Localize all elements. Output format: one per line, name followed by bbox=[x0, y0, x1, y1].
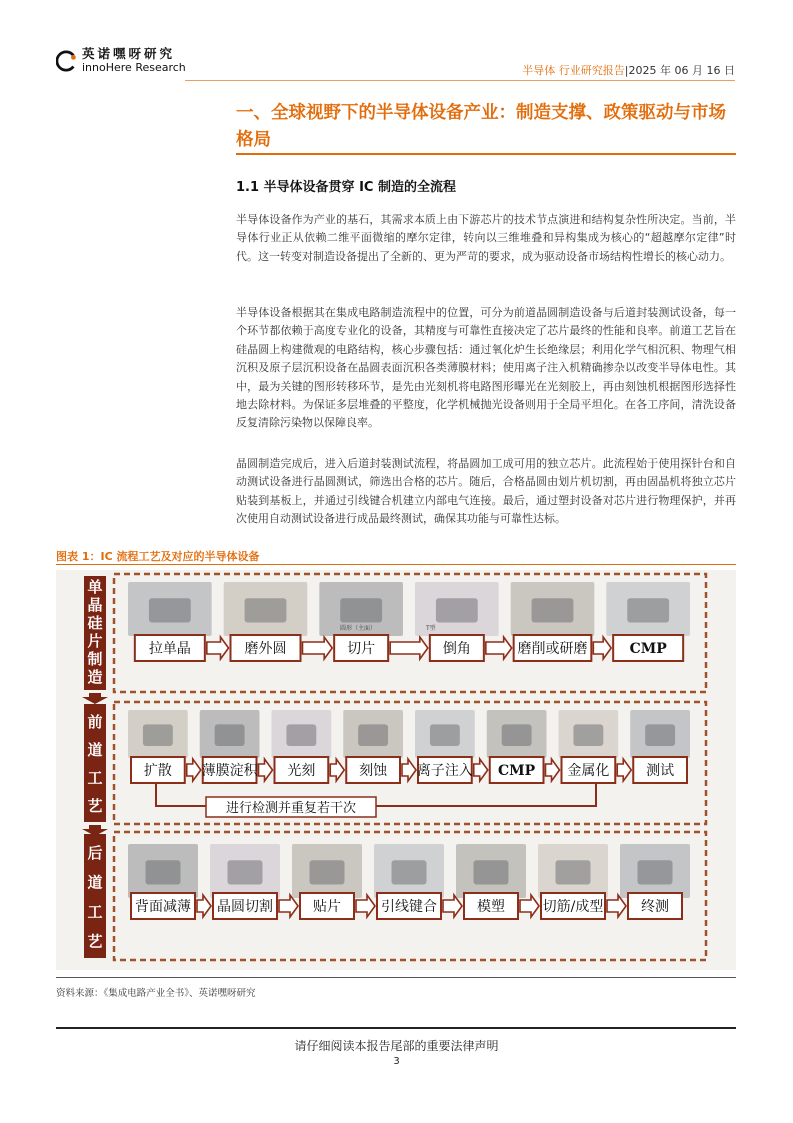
profile-tag: T型 bbox=[426, 625, 436, 632]
figure-title-rule bbox=[56, 564, 736, 565]
step-label: 倒角 bbox=[442, 641, 471, 657]
row-label-char: 工 bbox=[87, 903, 103, 922]
footer-rule bbox=[56, 1027, 736, 1029]
source-rule bbox=[56, 977, 736, 978]
step-label: 晶圆切割 bbox=[217, 899, 273, 915]
step-label: 测试 bbox=[646, 763, 675, 779]
step-label: CMP bbox=[498, 763, 536, 779]
step-label: 光刻 bbox=[287, 763, 316, 779]
row-label-char: 前 bbox=[87, 713, 103, 732]
equipment-image-detail bbox=[556, 860, 591, 884]
legal-disclaimer: 请仔细阅读本报告尾部的重要法律声明 bbox=[294, 1039, 499, 1053]
logo-text-en: innoHere Research bbox=[82, 61, 186, 74]
paragraph-3: 晶圆制造完成后，进入后道封装测试流程，将晶圆加工成可用的独立芯片。此流程始于使用探针台和自动测试设备进行晶圆测试，筛选出合格的芯片。随后，合格晶圆由划片机切割，再由固晶机将独立芯片贴装到基板上，并通过引线键合机建立内部电气连接。最后，通过塑封设备对芯片进行物理保护，并再次使用自动测试设备进行成品最终测试，确保其功能与可靠性达标。 bbox=[236, 457, 736, 526]
paragraph-1: 半导体设备作为产业的基石，其需求本质上由下游芯片的技术节点演进和结构复杂性所决定。当前，半导体行业正从依赖二维平面微缩的摩尔定律，转向以三维堆叠和异构集成为核心的“超越摩尔定律”时代。这一转变对制造设备提出了全新的、更为严苛的要求，成为驱动设备市场结构性增长的核心动力。 bbox=[236, 213, 736, 263]
subsection-title: 1.1 半导体设备贯穿 IC 制造的全流程 bbox=[236, 180, 456, 195]
row-label-char: 后 bbox=[87, 844, 103, 863]
process-flow-diagram bbox=[56, 570, 736, 970]
equipment-image-detail bbox=[286, 724, 316, 746]
company-logo bbox=[56, 47, 186, 74]
section-title: 一、全球视野下的半导体设备产业：制造支撑、政策驱动与市场格局 bbox=[236, 103, 726, 150]
row-label-char: 晶 bbox=[87, 596, 103, 615]
equipment-image-detail bbox=[502, 724, 532, 746]
equipment-image-detail bbox=[143, 724, 173, 746]
equipment-image-detail bbox=[474, 860, 509, 884]
step-label: 刻蚀 bbox=[359, 763, 388, 779]
equipment-image-detail bbox=[310, 860, 345, 884]
step-label: 切筋/成型 bbox=[542, 899, 604, 915]
logo-text-cn: 英诺嘿呀研究 bbox=[82, 46, 176, 61]
step-label: 磨外圆 bbox=[244, 641, 287, 657]
step-label: 贴片 bbox=[313, 899, 341, 915]
figure-title: 图表 1：IC 流程工艺及对应的半导体设备 bbox=[56, 550, 260, 563]
equipment-image-detail bbox=[436, 598, 478, 622]
equipment-image-detail bbox=[358, 724, 388, 746]
row-label-char: 道 bbox=[87, 741, 103, 760]
process-flow-figure bbox=[56, 570, 736, 970]
step-label: 金属化 bbox=[567, 763, 610, 779]
report-date: 2025 年 06 月 16 日 bbox=[628, 64, 735, 77]
row-label-char: 艺 bbox=[87, 932, 103, 951]
step-label: 引线键合 bbox=[381, 899, 437, 915]
step-label: 离子注入 bbox=[416, 763, 473, 779]
row-label-char: 工 bbox=[87, 769, 103, 788]
equipment-image-detail bbox=[573, 724, 603, 746]
report-type: 半导体 行业研究报告 bbox=[522, 64, 625, 77]
row-label-char: 道 bbox=[87, 873, 103, 892]
section-title-rule bbox=[236, 153, 736, 155]
equipment-image-detail bbox=[228, 860, 263, 884]
equipment-image-detail bbox=[627, 598, 669, 622]
figure-source: 资料来源：《集成电路产业全书》、英诺嘿呀研究 bbox=[56, 988, 256, 999]
paragraph-2: 半导体设备根据其在集成电路制造流程中的位置，可分为前道晶圆制造设备与后道封装测试设备，每一个环节都依赖于高度专业化的设备，其精度与可靠性直接决定了芯片最终的性能和良率。前道工艺旨在硅晶圆上构建微观的电路结构，核心步骤包括：通过氧化炉生长绝缘层；利用化学气相沉积、物理气相沉积及原子层沉积设备在晶圆表面沉积各类薄膜材料；使用离子注入机精确掺杂以改变半导体电性。其中，最为关键的图形转移环节，是先由光刻机将电路图形曝光在光刻胶上，再由刻蚀机根据图形选择性地去除材料。为保证多层堆叠的平整度，化学机械抛光设备则用于全局平坦化。在各工序间，清洗设备反复清除污染物以保障良率。 bbox=[236, 306, 736, 430]
step-label: 背面减薄 bbox=[135, 899, 191, 915]
equipment-image-detail bbox=[392, 860, 427, 884]
loop-label: 进行检测并重复若干次 bbox=[225, 801, 357, 816]
equipment-image-detail bbox=[149, 598, 191, 622]
step-label: 扩散 bbox=[143, 763, 172, 779]
equipment-image-detail bbox=[430, 724, 460, 746]
step-label: CMP bbox=[629, 641, 667, 657]
step-label: 磨削或研磨 bbox=[517, 641, 588, 657]
row-label-char: 制 bbox=[87, 650, 103, 669]
equipment-image-detail bbox=[215, 724, 245, 746]
row-label-char: 造 bbox=[87, 668, 103, 687]
header-divider bbox=[185, 80, 735, 81]
profile-tag: 圆形（主面） bbox=[340, 625, 377, 632]
equipment-image-detail bbox=[645, 724, 675, 746]
row-label-char: 片 bbox=[87, 632, 103, 651]
equipment-image-detail bbox=[340, 598, 382, 622]
step-label: 薄膜淀积 bbox=[201, 763, 258, 779]
step-label: 模塑 bbox=[477, 899, 505, 915]
step-label: 终测 bbox=[641, 899, 669, 915]
row-label-char: 单 bbox=[87, 578, 103, 597]
page-number: 3 bbox=[393, 1056, 400, 1067]
step-label: 拉单晶 bbox=[148, 641, 191, 657]
equipment-image-detail bbox=[638, 860, 673, 884]
row-label-char: 硅 bbox=[87, 614, 103, 633]
logo-c-icon bbox=[56, 50, 78, 72]
step-label: 切片 bbox=[347, 641, 376, 657]
equipment-image-detail bbox=[146, 860, 181, 884]
equipment-image-detail bbox=[245, 598, 287, 622]
header-meta: 半导体 行业研究报告|2025 年 06 月 16 日 bbox=[522, 64, 735, 77]
equipment-image-detail bbox=[532, 598, 574, 622]
row-label-char: 艺 bbox=[87, 797, 103, 816]
